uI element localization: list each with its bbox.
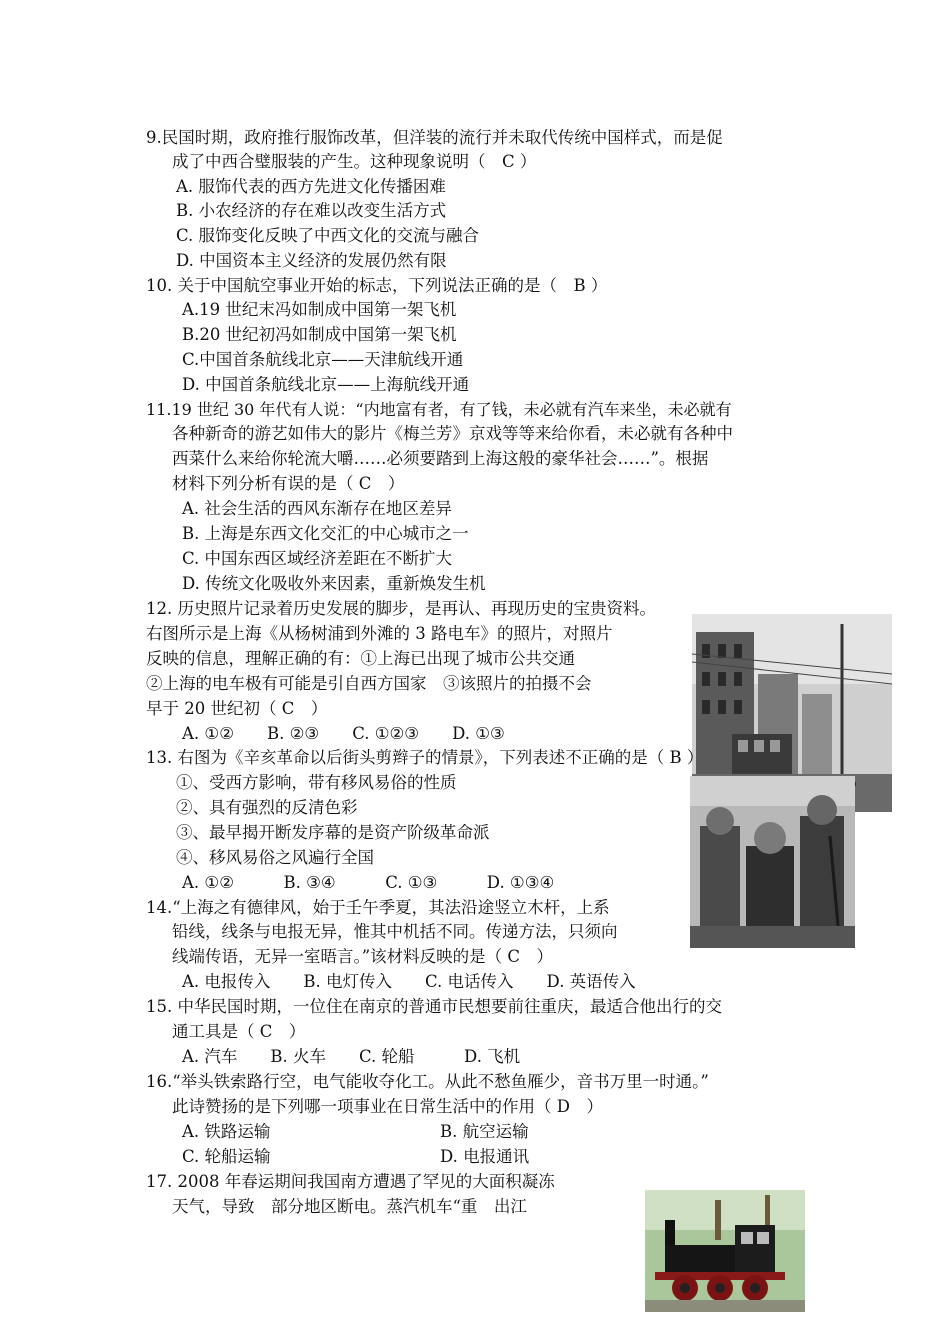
q11-option-b: B. 上海是东西文化交汇的中心城市之一 xyxy=(182,524,469,543)
q13-stem: 13. 右图为《辛亥革命以后街头剪辫子的情景》，下列表述不正确的是（ B ） xyxy=(146,748,704,767)
q16-option-c: C. 轮船运输 xyxy=(182,1147,271,1166)
q13-item-2: ②、具有强烈的反清色彩 xyxy=(176,798,358,817)
q12-stem-line4: ②上海的电车极有可能是引自西方国家 ③该照片的拍摄不会 xyxy=(146,674,592,693)
q10-option-a: A.19 世纪末冯如制成中国第一架飞机 xyxy=(182,300,457,319)
steam-locomotive-photo xyxy=(645,1190,805,1312)
q10-stem: 10. 关于中国航空事业开始的标志，下列说法正确的是（ B ） xyxy=(146,276,608,295)
q9-option-c: C. 服饰变化反映了中西文化的交流与融合 xyxy=(176,226,480,245)
q9-option-b: B. 小农经济的存在难以改变生活方式 xyxy=(176,201,447,220)
q12-stem-line1: 12. 历史照片记录着历史发展的脚步，是再认、再现历史的宝贵资料。 xyxy=(146,599,656,618)
q11-stem-line1: 11.19 世纪 30 年代有人说：“内地富有者，有了钱，未必就有汽车来坐，未必就有 xyxy=(146,400,732,419)
q12-stem-line2: 右图所示是上海《从杨树浦到外滩的 3 路电车》的照片，对照片 xyxy=(146,624,613,643)
q10-option-c: C.中国首条航线北京——天津航线开通 xyxy=(182,350,464,369)
q14-stem-line1: 14.“上海之有德律风，始于壬午季夏，其法沿途竖立木杆，上系 xyxy=(146,898,610,917)
q17-stem-line1: 17. 2008 年春运期间我国南方遭遇了罕见的大面积凝冻 xyxy=(146,1172,555,1191)
q9-stem-line1: 9.民国时期，政府推行服饰改革，但洋装的流行并未取代传统中国样式，而是促 xyxy=(146,128,723,147)
q15-stem-line2: 通工具是（ C ） xyxy=(172,1022,306,1041)
q16-option-d: D. 电报通讯 xyxy=(440,1147,530,1166)
q11-stem-line4: 材料下列分析有误的是（ C ） xyxy=(172,474,405,493)
q10-option-d: D. 中国首条航线北京——上海航线开通 xyxy=(182,375,470,394)
queue-cutting-photo xyxy=(690,776,855,948)
q9-stem-line2: 成了中西合璧服装的产生。这种现象说明（ C ） xyxy=(172,152,537,171)
q16-stem-line2: 此诗赞扬的是下列哪一项事业在日常生活中的作用（ D ） xyxy=(172,1097,603,1116)
q11-option-c: C. 中国东西区域经济差距在不断扩大 xyxy=(182,549,453,568)
q14-stem-line3: 线端传语，无异一室晤言。”该材料反映的是（ C ） xyxy=(172,947,554,966)
q16-option-b: B. 航空运输 xyxy=(440,1122,529,1141)
q17-stem-line2: 天气，导致 部分地区断电。蒸汽机车“重 出江 xyxy=(172,1197,527,1216)
q11-stem-line2: 各种新奇的游艺如伟大的影片《梅兰芳》京戏等等来给你看，未必就有各种中 xyxy=(172,424,733,443)
q12-options: A. ①② B. ②③ C. ①②③ D. ①③ xyxy=(182,724,505,743)
q15-stem-line1: 15. 中华民国时期，一位住在南京的普通市民想要前往重庆，最适合他出行的交 xyxy=(146,997,722,1016)
q16-option-a: A. 铁路运输 xyxy=(182,1122,271,1141)
q13-options: A. ①② B. ③④ C. ①③ D. ①③④ xyxy=(182,873,555,892)
q14-options: A. 电报传入 B. 电灯传入 C. 电话传入 D. 英语传入 xyxy=(182,972,636,991)
q16-stem-line1: 16.“举头铁索路行空，电气能收夺化工。从此不愁鱼雁少，音书万里一时通。” xyxy=(146,1072,709,1091)
q11-stem-line3: 西菜什么来给你轮流大嚼……必须要踏到上海这般的豪华社会……”。根据 xyxy=(172,449,709,468)
q11-option-a: A. 社会生活的西风东渐存在地区差异 xyxy=(182,499,452,518)
q10-option-b: B.20 世纪初冯如制成中国第一架飞机 xyxy=(182,325,457,344)
q9-option-d: D. 中国资本主义经济的发展仍然有限 xyxy=(176,251,447,270)
q11-option-d: D. 传统文化吸收外来因素，重新焕发生机 xyxy=(182,574,486,593)
q13-item-3: ③、最早揭开断发序幕的是资产阶级革命派 xyxy=(176,823,490,842)
q12-stem-line5: 早于 20 世纪初（ C ） xyxy=(146,699,328,718)
q13-item-4: ④、移风易俗之风遍行全国 xyxy=(176,848,374,867)
q15-options: A. 汽车 B. 火车 C. 轮船 D. 飞机 xyxy=(182,1047,521,1066)
q12-stem-line3: 反映的信息，理解正确的有：①上海已出现了城市公共交通 xyxy=(146,649,575,668)
q9-option-a: A. 服饰代表的西方先进文化传播困难 xyxy=(176,177,446,196)
q14-stem-line2: 铅线，线条与电报无异，惟其中机括不同。传递方法，只须向 xyxy=(172,922,618,941)
q13-item-1: ①、受西方影响，带有移风易俗的性质 xyxy=(176,773,457,792)
